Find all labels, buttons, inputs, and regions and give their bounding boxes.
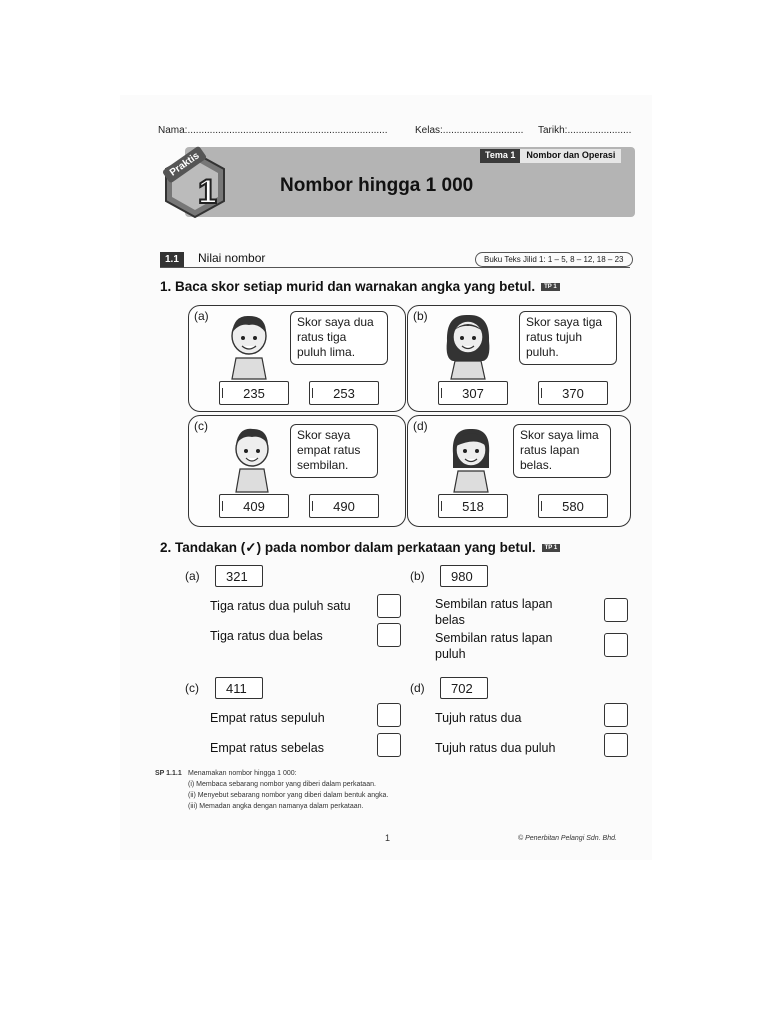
number-box: 321	[215, 565, 263, 587]
praktis-tag: Praktis	[162, 145, 208, 183]
footer-line: (iii) Memadan angka dengan namanya dalam perkataan.	[188, 803, 364, 810]
section-number: 1.1	[160, 252, 184, 267]
speech-bubble: Skor saya tiga ratus tujuh puluh.	[519, 311, 617, 365]
girl-icon	[443, 311, 493, 381]
checkbox[interactable]	[604, 733, 628, 757]
score-option[interactable]: 235	[219, 381, 289, 405]
publisher: © Penerbitan Pelangi Sdn. Bhd.	[518, 835, 617, 842]
checkbox[interactable]	[377, 623, 401, 647]
speech-bubble: Skor saya lima ratus lapan belas.	[513, 424, 611, 478]
choice-text: Sembilan ratus lapan puluh	[435, 631, 553, 661]
score-option[interactable]: 518	[438, 494, 508, 518]
nama-field: Nama:........................................................................	[158, 125, 388, 136]
choice-text: Empat ratus sepuluh	[210, 711, 325, 725]
score-option[interactable]: 580	[538, 494, 608, 518]
question-2-text: 2. Tandakan (✓) pada nombor dalam perkataan yang betul.	[160, 540, 536, 555]
checkbox[interactable]	[604, 703, 628, 727]
checkbox[interactable]	[604, 598, 628, 622]
panel-a	[188, 305, 406, 412]
girl-icon	[446, 424, 496, 494]
choice-text: Empat ratus sebelas	[210, 741, 324, 755]
panel-label: (b)	[413, 309, 428, 323]
sp-code: SP 1.1.1	[155, 770, 182, 777]
checkbox[interactable]	[377, 594, 401, 618]
footer-line: Menamakan nombor hingga 1 000:	[188, 770, 297, 777]
choice-text: Tujuh ratus dua	[435, 711, 522, 725]
panel-label: (a)	[194, 309, 209, 323]
boy-icon	[227, 424, 277, 494]
checkbox[interactable]	[377, 733, 401, 757]
score-option[interactable]: 409	[219, 494, 289, 518]
theme-name: Nombor dan Operasi	[520, 149, 621, 163]
section-divider	[160, 267, 630, 268]
textbook-reference: Buku Teks Jilid 1: 1 – 5, 8 – 12, 18 – 23	[475, 252, 633, 267]
score-option[interactable]: 490	[309, 494, 379, 518]
question-2	[160, 540, 560, 556]
tp-badge: TP 1	[542, 544, 561, 552]
practice-number: 1	[198, 173, 217, 211]
footer-line: (ii) Menyebut sebarang nombor yang diberi dalam bentuk angka.	[188, 792, 389, 799]
speech-bubble: Skor saya empat ratus sembilan.	[290, 424, 378, 478]
tarikh-field: Tarikh:.......................	[538, 125, 632, 136]
choice-text: Tujuh ratus dua puluh	[435, 741, 556, 755]
item-label: (a)	[185, 569, 200, 583]
question-1-text: 1. Baca skor setiap murid dan warnakan angka yang betul.	[160, 279, 536, 294]
panel-c	[188, 415, 406, 527]
choice-text: Tiga ratus dua puluh satu	[210, 599, 351, 613]
panel-label: (d)	[413, 419, 428, 433]
score-option[interactable]: 307	[438, 381, 508, 405]
panel-d	[407, 415, 631, 527]
question-1	[160, 279, 560, 294]
item-label: (c)	[185, 681, 199, 695]
theme-tag	[480, 149, 621, 163]
number-box: 980	[440, 565, 488, 587]
theme-number: Tema 1	[480, 149, 520, 163]
section-title: Nilai nombor	[198, 251, 266, 265]
checkbox[interactable]	[377, 703, 401, 727]
boy-icon	[224, 311, 274, 381]
panel-b	[407, 305, 631, 412]
panel-label: (c)	[194, 419, 208, 433]
footer-line: (i) Membaca sebarang nombor yang diberi dalam perkataan.	[188, 781, 376, 788]
checkbox[interactable]	[604, 633, 628, 657]
speech-bubble: Skor saya dua ratus tiga puluh lima.	[290, 311, 388, 365]
number-box: 702	[440, 677, 488, 699]
item-label: (b)	[410, 569, 425, 583]
item-label: (d)	[410, 681, 425, 695]
worksheet-page	[120, 95, 652, 860]
score-option[interactable]: 370	[538, 381, 608, 405]
page-number: 1	[385, 833, 391, 843]
page-title: Nombor hingga 1 000	[280, 175, 474, 196]
score-option[interactable]: 253	[309, 381, 379, 405]
choice-text: Sembilan ratus lapan belas	[435, 597, 553, 627]
tp-badge: TP 1	[541, 283, 560, 291]
choice-text: Tiga ratus dua belas	[210, 629, 323, 643]
number-box: 411	[215, 677, 263, 699]
kelas-field: Kelas:.............................	[415, 125, 524, 136]
